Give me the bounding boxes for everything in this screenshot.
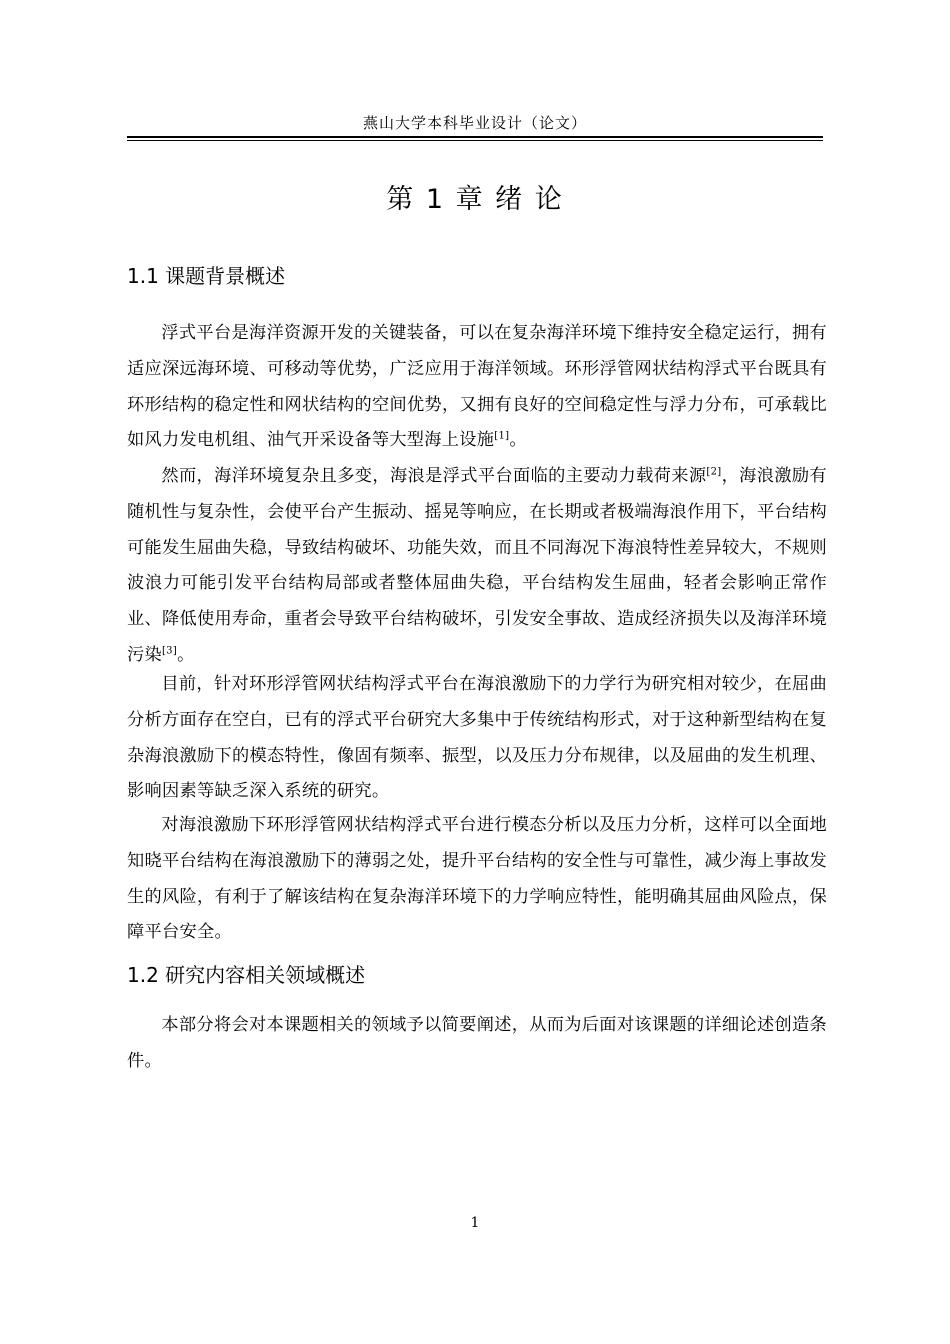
citation-1[interactable]: [1]: [494, 430, 510, 442]
paragraph-text: 目前，针对环形浮管网状结构浮式平台在海浪激励下的力学行为研究相对较少，在屈曲分析方面存在空白，已有的浮式平台研究大多集中于传统结构形式，对于这种新型结构在复杂海浪激励下的模态特性，像固有频率、振型，以及压力分布规律，以及屈曲的发生机理、影响因素等缺乏深入系统的研究。: [127, 674, 827, 802]
section-heading-1-2: 1.2 研究内容相关领域概述: [127, 963, 366, 987]
paragraph-text: 本部分将会对本课题相关的领域予以简要阐述，从而为后面对该课题的详细论述创造条件。: [127, 1015, 827, 1071]
paragraph-text: 。: [177, 644, 195, 665]
paragraph-1-1-1: [127, 316, 827, 459]
paragraph-text: 。: [509, 430, 527, 451]
header-rule-thick: [127, 136, 823, 138]
citation-3[interactable]: [3]: [161, 645, 178, 657]
paragraph-1-1-4: [127, 808, 827, 951]
paragraph-text: 浮式平台是海洋资源开发的关键装备，可以在复杂海洋环境下维持安全稳定运行，拥有适应深远海环境、可移动等优势，广泛应用于海洋领域。环形浮管网状结构浮式平台既具有环形结构的稳定性和网状结构的空间优势，又拥有良好的空间稳定性与浮力分布，可承载比如风力发电机组、油气开采设备等大型海上设施: [127, 323, 827, 451]
paragraph-1-1-3: [127, 667, 827, 810]
page-number: 1: [470, 1215, 480, 1231]
paragraph-1-1-2: [127, 459, 827, 674]
paragraph-text: 然而，海洋环境复杂且多变，海浪是浮式平台面临的主要动力载荷来源: [161, 466, 707, 486]
paragraph-text: 对海浪激励下环形浮管网状结构浮式平台进行模态分析以及压力分析，这样可以全面地知晓平台结构在海浪激励下的薄弱之处，提升平台结构的安全性与可靠性，减少海上事故发生的风险，有利于了解该结构在复杂海洋环境下的力学响应特性，能明确其屈曲风险点，保障平台安全。: [127, 815, 827, 943]
running-header: 燕山大学本科毕业设计（论文）: [362, 114, 587, 132]
paragraph-text: ，海浪激励有随机性与复杂性，会使平台产生振动、摇晃等响应，在长期或者极端海浪作用下，平台结构可能发生屈曲失稳，导致结构破坏、功能失效，而且不同海况下海浪特性差异较大，不规则波浪力可能引发平台结构局部或者整体屈曲失稳，平台结构发生屈曲，轻者会影响正常作业、降低使用寿命，重者会导致平台结构破坏，引发安全事故、造成经济损失以及海洋环境污染: [127, 466, 827, 665]
section-heading-1-1: 1.1 课题背景概述: [127, 264, 286, 288]
citation-2[interactable]: [2]: [706, 466, 722, 478]
header-rule-thin: [127, 140, 823, 141]
paragraph-1-2-1: [127, 1008, 827, 1080]
chapter-title: 第 1 章 绪 论: [386, 184, 564, 215]
